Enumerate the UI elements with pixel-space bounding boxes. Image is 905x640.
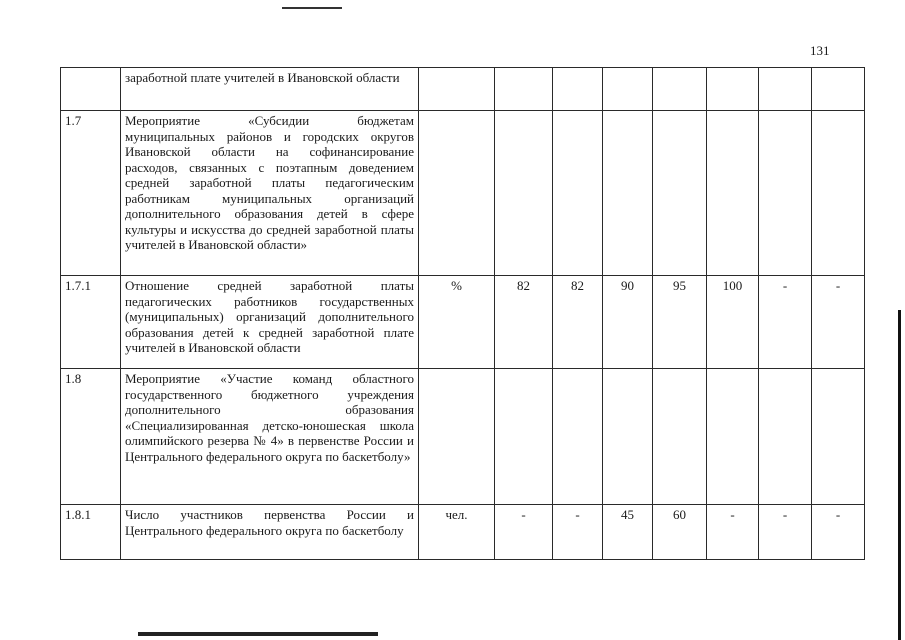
value-cell xyxy=(495,68,553,111)
row-number-cell xyxy=(61,68,121,111)
value-cell xyxy=(553,369,603,505)
row-number-cell: 1.7.1 xyxy=(61,276,121,369)
value-cell: 82 xyxy=(553,276,603,369)
value-cell xyxy=(759,111,812,276)
unit-cell: % xyxy=(419,276,495,369)
value-cell xyxy=(653,369,707,505)
table-row xyxy=(61,276,865,369)
row-number-cell: 1.8 xyxy=(61,369,121,505)
value-cell xyxy=(653,111,707,276)
description-cell: Мероприятие «Участие команд областного государственного бюджетного учреждения дополнительного образования «Специализированная детско-юношеская школа олимпийского резерва № 4» в первенстве России и Центрального федерального округа по баскетболу» xyxy=(121,369,419,505)
value-cell: - xyxy=(759,276,812,369)
value-cell xyxy=(653,68,707,111)
table-row xyxy=(61,68,865,111)
value-cell: - xyxy=(759,505,812,560)
description-cell: Отношение средней заработной платы педагогических работников государственных (муниципальных) организаций дополнительного образования детей к средней заработной плате учителей в Ивановской области xyxy=(121,276,419,369)
page-number: 131 xyxy=(810,43,830,58)
value-cell: 95 xyxy=(653,276,707,369)
table-row xyxy=(61,111,865,276)
unit-cell: чел. xyxy=(419,505,495,560)
value-cell: 82 xyxy=(495,276,553,369)
value-cell: - xyxy=(553,505,603,560)
value-cell xyxy=(812,111,865,276)
row-number-cell: 1.7 xyxy=(61,111,121,276)
value-cell: - xyxy=(495,505,553,560)
value-cell: 90 xyxy=(603,276,653,369)
page-edge-line xyxy=(898,310,901,640)
value-cell xyxy=(553,68,603,111)
indicators-table xyxy=(60,67,865,560)
value-cell: - xyxy=(812,276,865,369)
value-cell: - xyxy=(707,505,759,560)
unit-cell xyxy=(419,111,495,276)
value-cell xyxy=(759,369,812,505)
value-cell xyxy=(553,111,603,276)
value-cell: 60 xyxy=(653,505,707,560)
value-cell xyxy=(707,68,759,111)
value-cell: 100 xyxy=(707,276,759,369)
table-row xyxy=(61,369,865,505)
value-cell: - xyxy=(812,505,865,560)
value-cell xyxy=(812,68,865,111)
value-cell xyxy=(603,68,653,111)
table-row xyxy=(61,505,865,560)
value-cell xyxy=(495,111,553,276)
value-cell xyxy=(759,68,812,111)
description-cell: заработной плате учителей в Ивановской области xyxy=(121,68,419,111)
value-cell xyxy=(812,369,865,505)
value-cell xyxy=(495,369,553,505)
row-number-cell: 1.8.1 xyxy=(61,505,121,560)
value-cell xyxy=(707,369,759,505)
bottom-rule xyxy=(138,632,378,636)
value-cell: 45 xyxy=(603,505,653,560)
description-cell: Мероприятие «Субсидии бюджетам муниципальных районов и городских округов Ивановской области на софинансирование расходов, связанных с поэтапным доведением средней заработной платы педагогическим работникам муниципальных организаций дополнительного образования детей в сфере культуры и искусства до средней заработной платы учителей в Ивановской области» xyxy=(121,111,419,276)
value-cell xyxy=(603,111,653,276)
description-cell: Число участников первенства России и Центрального федерального округа по баскетболу xyxy=(121,505,419,560)
unit-cell xyxy=(419,68,495,111)
value-cell xyxy=(707,111,759,276)
top-rule xyxy=(282,7,342,9)
value-cell xyxy=(603,369,653,505)
unit-cell xyxy=(419,369,495,505)
